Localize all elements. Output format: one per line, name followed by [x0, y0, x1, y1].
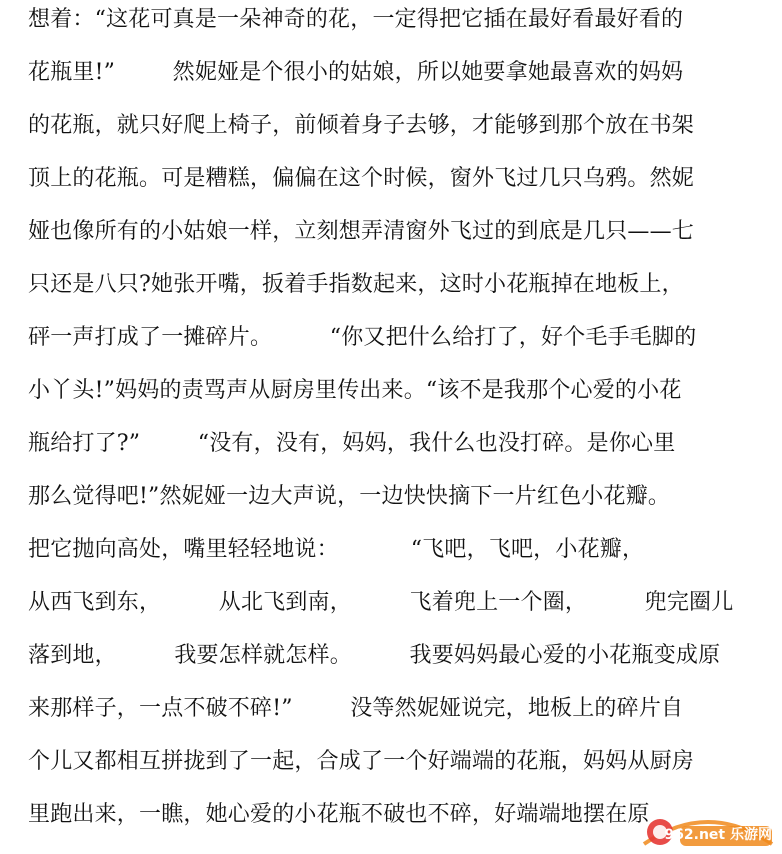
text-line: 想着：“这花可真是一朵神奇的花，一定得把它插在最好看最好看的: [28, 7, 684, 32]
text-line: 个儿又都相互拼拢到了一起，合成了一个好端端的花瓶，妈妈从厨房: [28, 749, 695, 774]
text-line: 瓶给打了?” “没有，没有，妈妈，我什么也没打碎。是你心里: [28, 431, 676, 456]
watermark-text: 962.net 乐游网: [664, 827, 772, 843]
text-line: 从西飞到东， 从北飞到南， 飞着兜上一个圈， 兜完圈儿: [28, 590, 734, 615]
text-line: 那么觉得吧!”然妮娅一边大声说，一边快快摘下一片红色小花瓣。: [28, 484, 671, 509]
text-line: 砰一声打成了一摊碎片。 “你又把什么给打了，好个毛手毛脚的: [28, 325, 697, 350]
text-line: 落到地， 我要怎样就怎样。 我要妈妈最心爱的小花瓶变成原: [28, 643, 721, 668]
text-line: 顶上的花瓶。可是糟糕，偏偏在这个时候，窗外飞过几只乌鸦。然妮: [28, 166, 695, 191]
text-line: 把它抛向高处，嘴里轻轻地说： “飞吧，飞吧，小花瓣，: [28, 537, 645, 562]
text-line: 花瓶里!” 然妮娅是个很小的姑娘，所以她要拿她最喜欢的妈妈: [28, 60, 684, 85]
text-line: 娅也像所有的小姑娘一样，立刻想弄清窗外飞过的到底是几只——七: [28, 219, 695, 244]
text-line: 只还是八只?她张开嘴，扳着手指数起来，这时小花瓶掉在地板上，: [28, 272, 684, 297]
text-line: 来那样子，一点不破不碎!” 没等然妮娅说完，地板上的碎片自: [28, 696, 684, 721]
site-watermark-logo: [638, 804, 778, 850]
text-line: 里跑出来，一瞧，她心爱的小花瓶不破也不碎，好端端地摆在原: [28, 802, 650, 827]
text-line: 的花瓶，就只好爬上椅子，前倾着身子去够，才能够到那个放在书架: [28, 113, 695, 138]
text-line: 小丫头!”妈妈的责骂声从厨房里传出来。“该不是我那个心爱的小花: [28, 378, 682, 403]
